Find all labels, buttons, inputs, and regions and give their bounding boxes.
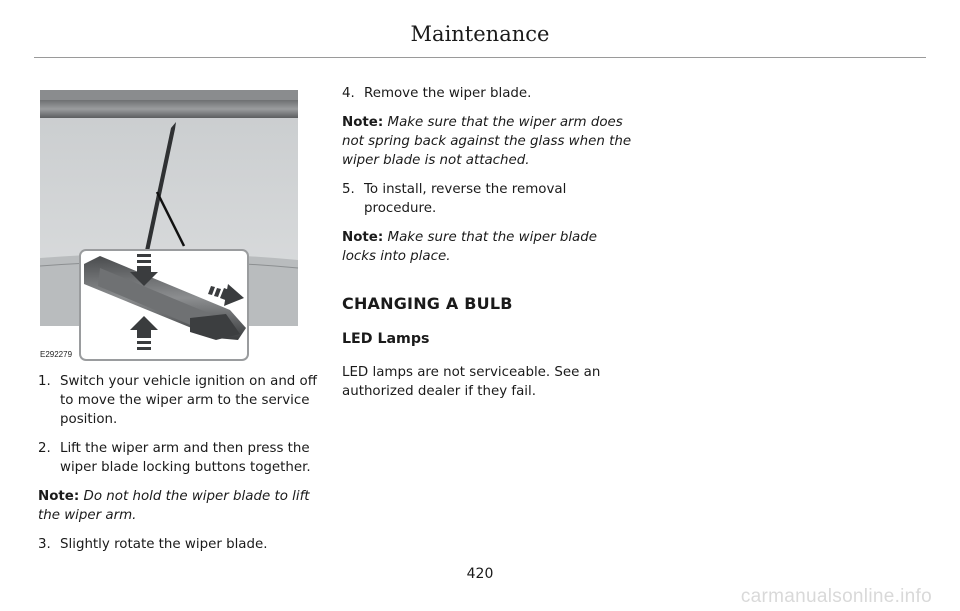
section-heading: CHANGING A BULB — [342, 294, 513, 313]
step-text: Remove the wiper blade. — [364, 86, 532, 101]
note-label: Note: — [342, 115, 384, 130]
led-paragraph: LED lamps are not serviceable. See an authorized dealer if they fail. — [342, 365, 601, 399]
note-label: Note: — [38, 489, 80, 504]
step-3 — [38, 535, 320, 554]
step-number: 5. — [342, 182, 355, 197]
note-text: Make sure that the wiper blade locks into place. — [342, 230, 598, 264]
page-number: 420 — [466, 566, 494, 582]
step-5 — [342, 180, 632, 218]
step-4 — [342, 84, 632, 103]
wiper-blade-top — [40, 100, 298, 118]
sub-heading: LED Lamps — [342, 331, 430, 347]
step-number: 2. — [38, 441, 51, 456]
step-number: 4. — [342, 86, 355, 101]
page-header-title: Maintenance — [410, 22, 550, 46]
watermark: carmanualsonline.info — [740, 586, 932, 607]
note-text: Make sure that the wiper arm does not spring back against the glass when the wiper blade is not attached. — [342, 115, 632, 168]
left-column — [38, 372, 320, 564]
step-text: Slightly rotate the wiper blade. — [60, 537, 268, 552]
note-arm-spring — [342, 113, 632, 170]
step-1 — [38, 372, 320, 429]
top-trim — [40, 90, 298, 100]
note-label: Note: — [342, 230, 384, 245]
right-column — [342, 84, 632, 401]
note-blade-locks — [342, 228, 632, 266]
step-text: Lift the wiper arm and then press the wiper blade locking buttons together. — [60, 441, 311, 475]
step-2 — [38, 439, 320, 477]
step-text: To install, reverse the removal procedure. — [364, 182, 567, 216]
figure-id: E292279 — [40, 350, 73, 359]
step-number: 3. — [38, 537, 51, 552]
note-hold-blade — [38, 487, 320, 525]
note-text: Do not hold the wiper blade to lift the wiper arm. — [38, 489, 310, 523]
step-text: Switch your vehicle ignition on and off to move the wiper arm to the service position. — [60, 374, 317, 427]
header-divider — [34, 57, 926, 58]
wiper-blade-figure — [40, 88, 302, 366]
step-number: 1. — [38, 374, 51, 389]
wiper-illustration — [40, 88, 302, 366]
